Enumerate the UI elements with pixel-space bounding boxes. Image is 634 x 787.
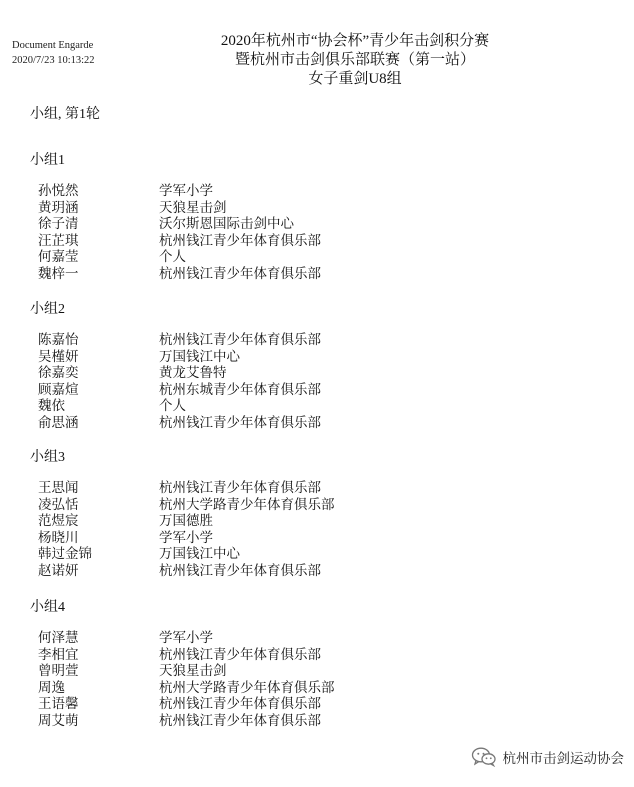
group-title: 小组2	[30, 302, 65, 317]
fencer-club: 学军小学	[159, 630, 213, 646]
fencer-club: 杭州钱江青少年体育俱乐部	[159, 265, 321, 282]
fencer-club: 杭州钱江青少年体育俱乐部	[159, 646, 321, 663]
fencer-name: 曾明萱	[38, 663, 79, 679]
fencer-name: 陈嘉怡	[38, 332, 79, 348]
fencer-club: 天狼星击剑	[159, 199, 227, 216]
fencer-name: 俞思涵	[38, 414, 79, 431]
fencer-club: 万国钱江中心	[159, 348, 240, 365]
fencer-club: 黄龙艾鲁特	[159, 365, 227, 381]
fencer-name: 杨晓川	[38, 529, 79, 546]
document-title	[0, 32, 634, 89]
fencer-club: 杭州钱江青少年体育俱乐部	[159, 332, 321, 348]
software-label: Document Engarde	[12, 40, 94, 51]
fencer-club: 学军小学	[159, 529, 213, 546]
fencer-name: 何泽慧	[38, 630, 79, 646]
fencer-club: 杭州钱江青少年体育俱乐部	[159, 712, 321, 729]
fencer-club: 万国德胜	[159, 513, 213, 529]
fencer-name: 魏梓一	[38, 265, 79, 282]
fencer-name: 汪芷琪	[38, 232, 79, 249]
fencer-name: 吴槿妍	[38, 348, 79, 365]
fencer-name: 魏依	[38, 398, 65, 414]
fencer-club: 万国钱江中心	[159, 546, 240, 562]
fencer-club: 天狼星击剑	[159, 663, 227, 679]
fencer-name: 孙悦然	[38, 183, 79, 199]
fencer-club: 杭州大学路青少年体育俱乐部	[159, 496, 335, 513]
fencer-name: 周艾萌	[38, 712, 79, 729]
fencer-name: 何嘉莹	[38, 249, 79, 265]
fencer-name: 周逸	[38, 679, 65, 696]
fencer-name: 徐嘉奕	[38, 365, 79, 381]
fencer-club: 杭州钱江青少年体育俱乐部	[159, 414, 321, 431]
group-title: 小组3	[30, 450, 65, 465]
fencer-name: 韩过金锦	[38, 546, 92, 562]
round-title: 小组, 第1轮	[30, 107, 100, 122]
fencer-club: 沃尔斯恩国际击剑中心	[159, 216, 294, 232]
watermark-text: 杭州市击剑运动协会	[502, 751, 624, 767]
fencer-club: 杭州东城青少年体育俱乐部	[159, 381, 321, 398]
fencer-club: 杭州大学路青少年体育俱乐部	[159, 679, 335, 696]
fencer-club: 杭州钱江青少年体育俱乐部	[159, 562, 321, 579]
fencer-club: 杭州钱江青少年体育俱乐部	[159, 232, 321, 249]
print-datetime: 2020/7/23 10:13:22	[12, 55, 95, 66]
fencer-name: 李相宜	[38, 646, 79, 663]
fencer-club: 个人	[159, 249, 186, 265]
title-line-1: 2020年杭州市“协会杯”青少年击剑积分赛	[220, 33, 490, 49]
group-title: 小组1	[30, 153, 65, 168]
fencer-name: 王思闻	[38, 480, 79, 496]
fencer-club: 学军小学	[159, 183, 213, 199]
fencer-name: 赵诺妍	[38, 562, 79, 579]
fencer-club: 杭州钱江青少年体育俱乐部	[159, 480, 321, 496]
fencer-name: 范煜宸	[38, 513, 79, 529]
group-title: 小组4	[30, 600, 65, 615]
fencer-club: 杭州钱江青少年体育俱乐部	[159, 696, 321, 712]
fencer-name: 顾嘉煊	[38, 381, 79, 398]
watermark	[471, 747, 625, 767]
wechat-icon	[471, 747, 497, 767]
fencer-name: 王语馨	[38, 696, 79, 712]
fencer-name: 徐子清	[38, 216, 79, 232]
fencer-club: 个人	[159, 398, 186, 414]
fencer-name: 黄玥涵	[38, 199, 79, 216]
title-line-3: 女子重剑U8组	[308, 71, 402, 87]
fencer-name: 凌弘恬	[38, 496, 79, 513]
title-line-2: 暨杭州市击剑俱乐部联赛（第一站）	[234, 52, 475, 68]
